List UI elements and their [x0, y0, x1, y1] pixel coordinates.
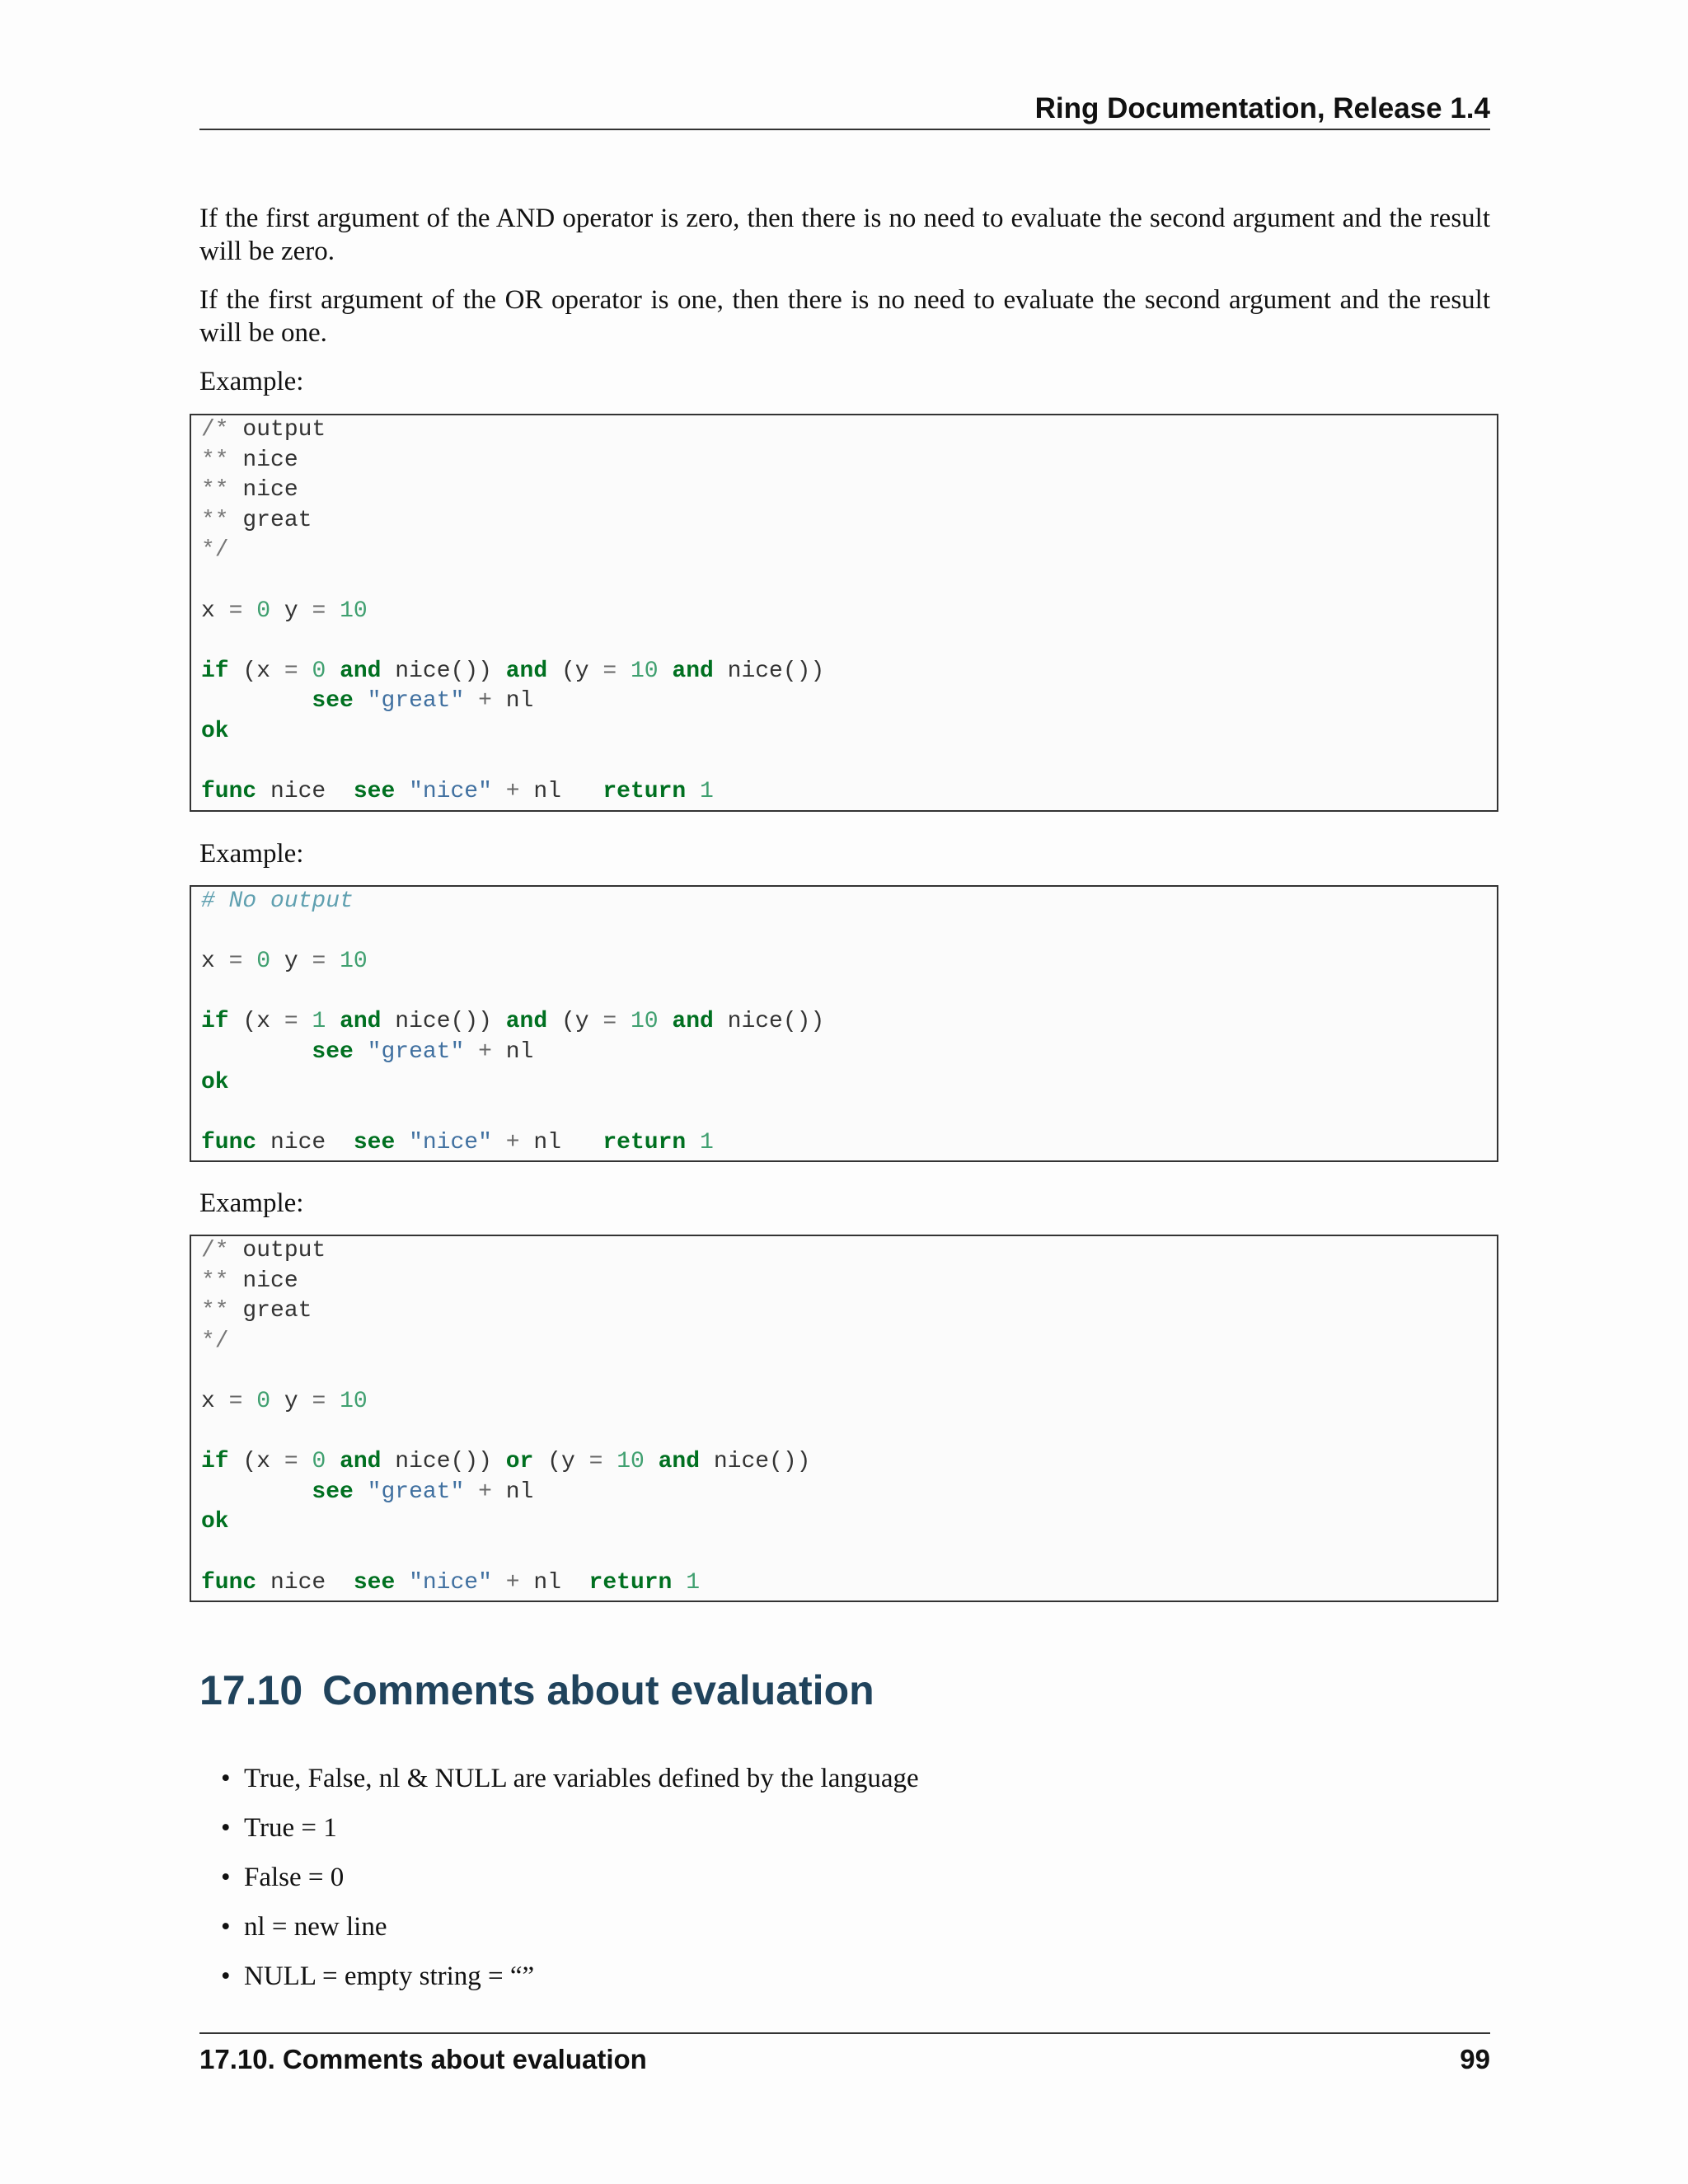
list-item: • NULL = empty string = “” — [221, 1961, 535, 1991]
bullet-icon: • — [221, 1961, 231, 1991]
list-item: • True, False, nl & NULL are variables defined by the language — [221, 1764, 919, 1793]
section-title-text: Comments about evaluation — [322, 1667, 874, 1713]
code-block — [190, 414, 1498, 812]
section-number: 17.10 — [199, 1667, 303, 1713]
header-title: Ring Documentation, Release 1.4 — [1034, 92, 1490, 124]
code-text: # No output x = 0 y = 10 if (x = 1 and nice()) and (y = 10 and nice()) see "great" + nl ok func nice see "nice" + nl return 1 — [201, 888, 825, 1155]
bullet-icon: • — [221, 1863, 231, 1892]
list-item: • nl = new line — [221, 1912, 387, 1942]
code-block — [190, 885, 1498, 1162]
list-item: • False = 0 — [221, 1863, 345, 1892]
section-heading — [199, 1666, 874, 1714]
paragraph-or-rule: If the first argument of the OR operator is one, then there is no need to evaluate the second argument and the result will be one. — [199, 285, 1490, 348]
bullet-icon: • — [221, 1813, 231, 1843]
code-block — [190, 1235, 1498, 1602]
list-item: • True = 1 — [221, 1813, 337, 1843]
footer-section: 17.10. Comments about evaluation — [199, 2044, 647, 2074]
code-text: /* output ** nice ** nice ** great */ x = 0 y = 10 if (x = 0 and nice()) and (y = 10 and nice()) see "great" + nl ok func nice see "nice" + nl return 1 — [201, 417, 825, 805]
bullet-icon: • — [221, 1912, 231, 1942]
page-footer — [199, 2032, 1490, 2083]
bullet-list — [221, 1762, 919, 2009]
example-label: Example: — [199, 839, 304, 869]
example-label: Example: — [199, 1188, 304, 1218]
code-text: /* output ** nice ** great */ x = 0 y = 10 if (x = 0 and nice()) or (y = 10 and nice()) see "great" + nl ok func nice see "nice" + nl return 1 — [201, 1238, 811, 1596]
paragraph-and-rule: If the first argument of the AND operator is zero, then there is no need to evaluate the second argument and the result will be zero. — [199, 204, 1490, 266]
bullet-icon: • — [221, 1764, 231, 1793]
page-header — [199, 82, 1490, 130]
example-label: Example: — [199, 367, 304, 396]
page-number: 99 — [1460, 2044, 1490, 2074]
